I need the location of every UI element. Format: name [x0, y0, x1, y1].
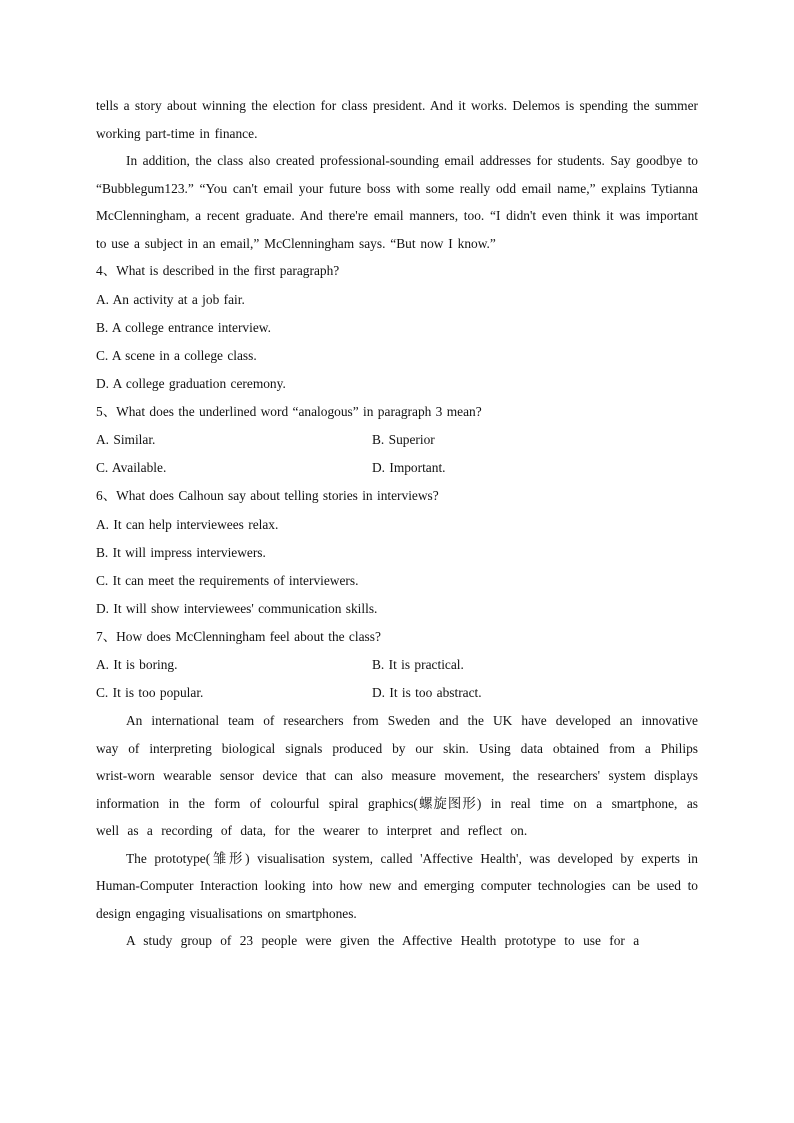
option-c: C. It can meet the requirements of interviewers.: [96, 572, 359, 588]
question-stem: 5、What does the underlined word “analogous” in paragraph 3 mean?: [96, 403, 482, 419]
passage2-paragraph-2: The prototype(雏形) visualisation system, called 'Affective Health', was developed by experts in Human-Computer Interaction looking into how new and emerging computer technologies can be used to design engaging visualisations on smartphones.: [96, 850, 698, 921]
option-row: [96, 454, 698, 482]
option-d: D. It will show interviewees' communication skills.: [96, 600, 378, 616]
question-5: [96, 398, 698, 483]
option-row: [96, 426, 698, 454]
document-page: [96, 92, 698, 955]
option-c: C. Available.: [96, 460, 167, 476]
question-4: [96, 257, 698, 398]
option-b: B. It will impress interviewers.: [96, 544, 266, 560]
option-c: C. It is too popular.: [96, 685, 204, 701]
option-a: A. An activity at a job fair.: [96, 291, 245, 307]
option-row: [96, 679, 698, 707]
option-row: [96, 651, 698, 679]
option-d: D. A college graduation ceremony.: [96, 375, 286, 391]
option-a: A. It can help interviewees relax.: [96, 516, 279, 532]
passage1-paragraph-addition: In addition, the class also created professional-sounding email addresses for students. Say goodbye to “Bubblegum123.” “You can't email your future boss with some really odd email name,” explains Tytianna McClenningham, a recent graduate. And there're email manners, too. “I didn't even think it was important to use a subject in an email,” McClenningham says. “But now I know.”: [96, 153, 698, 251]
passage2-paragraph-3: A study group of 23 people were given the Affective Health prototype to use for a: [126, 933, 640, 949]
question-stem: 4、What is described in the first paragraph?: [96, 263, 340, 278]
question-7: [96, 623, 698, 708]
option-b: B. Superior: [372, 432, 435, 448]
option-b: B. It is practical.: [372, 657, 464, 673]
question-6: [96, 482, 698, 623]
passage2-paragraph-1: An international team of researchers from Sweden and the UK have developed an innovative way of interpreting biological signals produced by our skin. Using data obtained from a Philips wrist-worn wearable sensor device that can also measure movement, the researchers' system displays information in the form of colourful spiral graphics(螺旋图形) in real time on a smartphone, as well as a recording of data, for the wearer to interpret and reflect on.: [96, 713, 698, 839]
option-d: D. Important.: [372, 460, 446, 476]
passage1-paragraph-continued: tells a story about winning the election for class president. And it works. Delemos is spending the summer working part-time in finance.: [96, 98, 698, 141]
option-c: C. A scene in a college class.: [96, 347, 257, 363]
option-b: B. A college entrance interview.: [96, 319, 271, 335]
option-a: A. Similar.: [96, 432, 156, 448]
question-stem: 6、What does Calhoun say about telling stories in interviews?: [96, 488, 439, 504]
option-a: A. It is boring.: [96, 657, 178, 673]
question-stem: 7、How does McClenningham feel about the class?: [96, 628, 381, 644]
option-d: D. It is too abstract.: [372, 685, 482, 701]
